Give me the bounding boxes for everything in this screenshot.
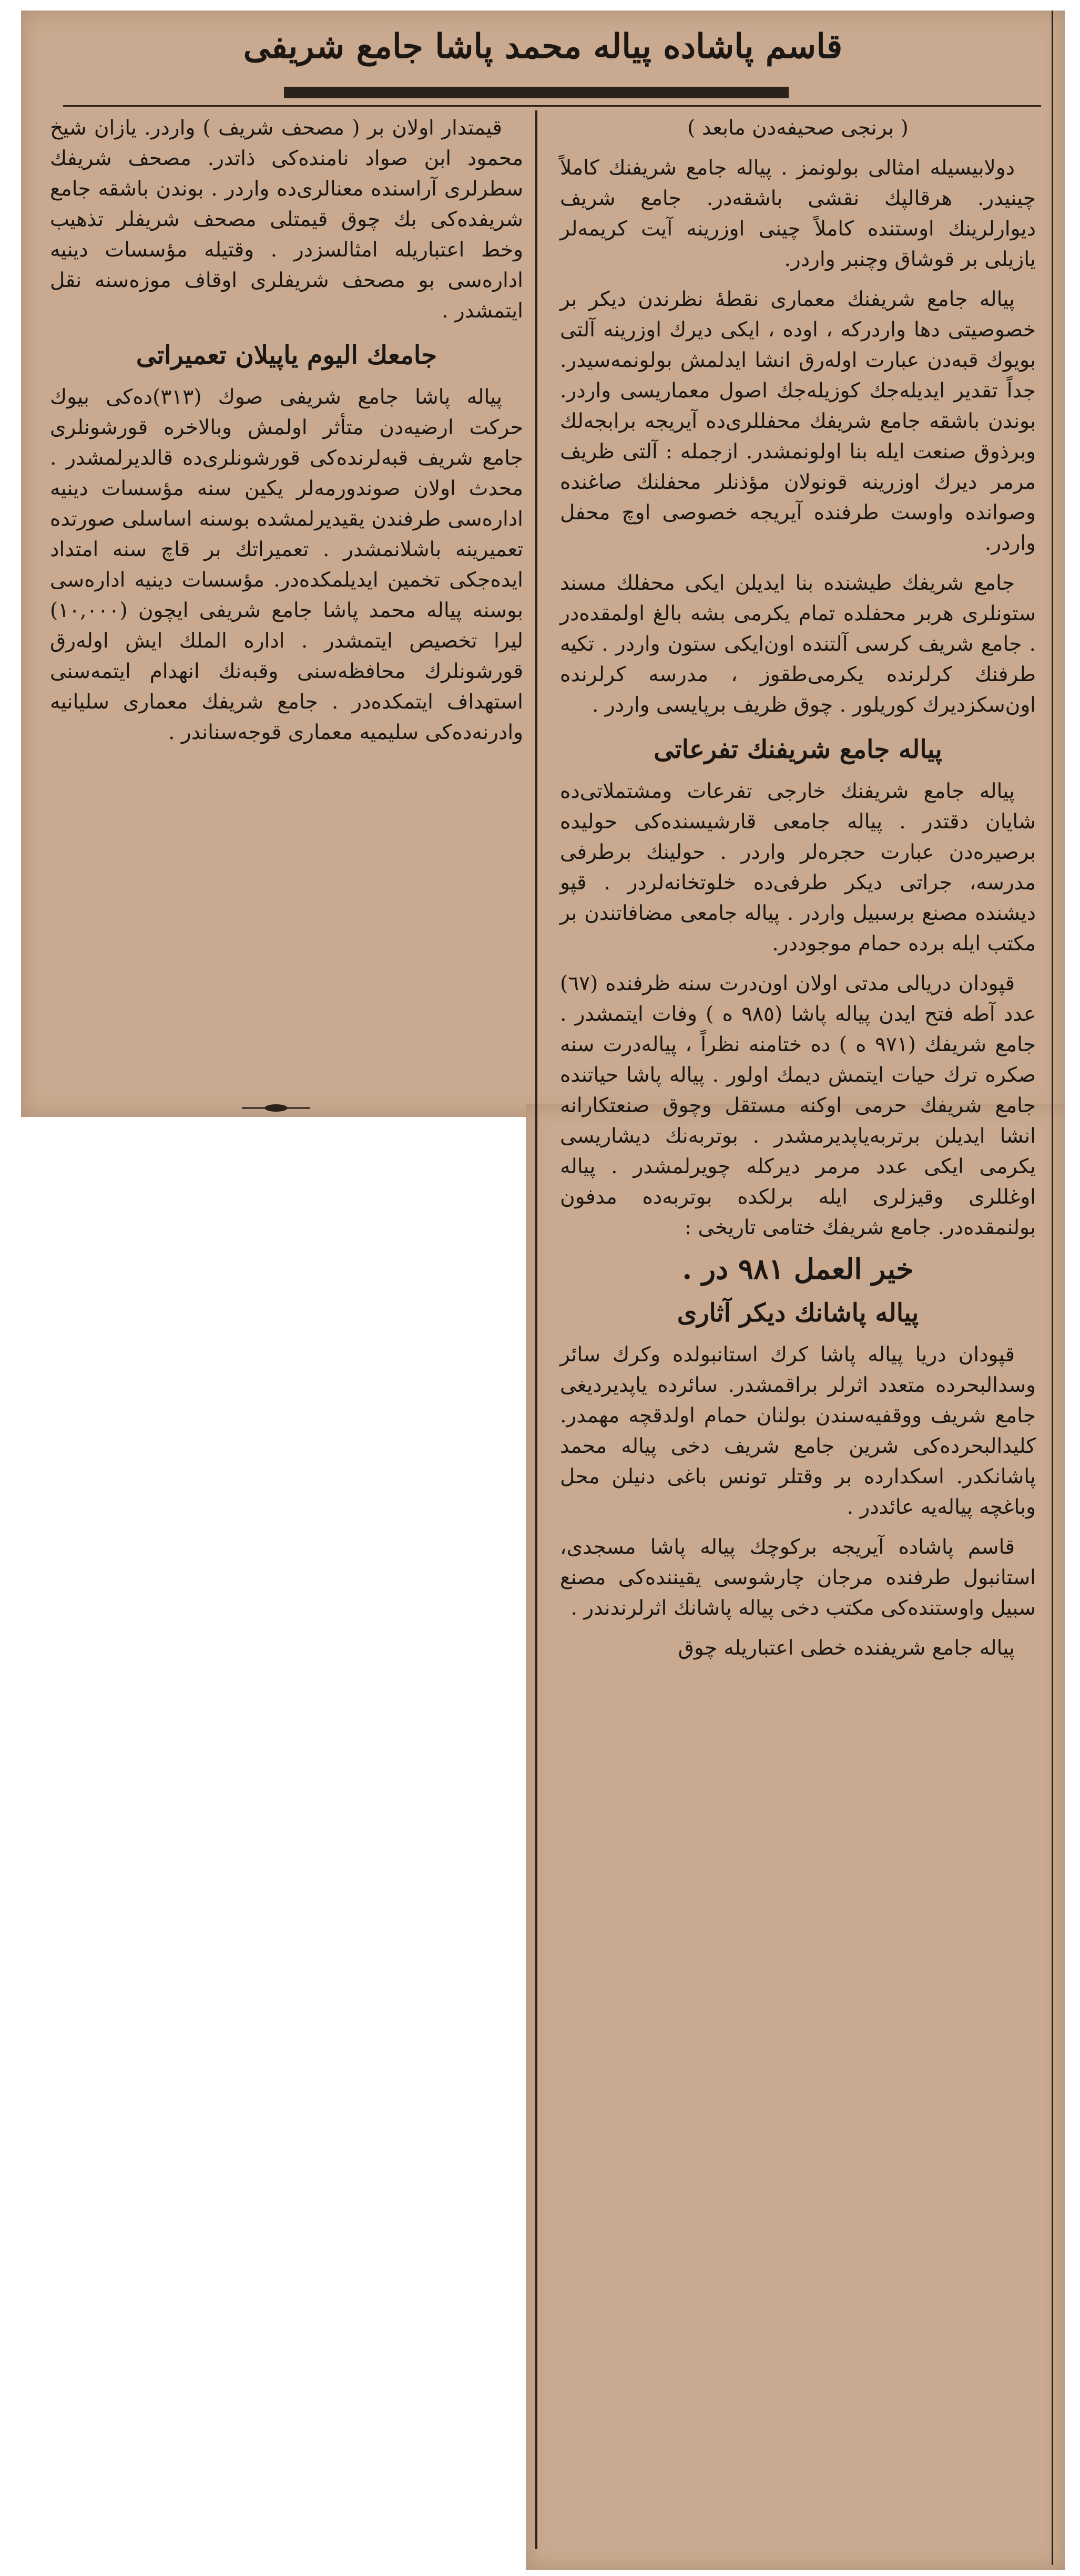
continuation-note: ( برنجی صحیفه‌دن مابعد ) [687,116,909,140]
paragraph: جامع شریفك طیشنده بنا ایدیلن ایكی محفلك مسند ستونلری هربر محفلده تمام یكرمی بشه بالغ اولمقده‌در . جامع شریف كرسی آلتنده اون‌ایكی ستون واردر . تكیه طرفنك كرلرنده یكرمی‌طقوز ، مدرسه كرلرنده اون‌سكزدیرك كوریلور . چوق ظریف بر‌پایسی واردر . [560,571,1036,717]
tarih-formula: خیر العمل ٩٨١ در . [682,1252,914,1286]
paragraph: پیاله پاشا جامع شریفی صوك (٣١٣)ده‌كی بیوك حركت ارضیه‌دن متأثر اولمش وبالاخره قورشونلری جامع شریف قبه‌لرنده‌كی قورشونلری‌ده قالدیرلمشدر . محدث اولان صوندورمه‌لر یكین سنه مؤسسات دینیه اداره‌سی طرفندن یقیدیرلمشده بوسنه اساسلی صورتده تعمیرینه باشلانمشدر . تعمیراتك بر قاچ سنه امتداد ایده‌جكی تخمین ایدیلمكده‌در. مؤسسات دینیه اداره‌سی بوسنه پیاله محمد پاشا جامع شریفی ایچون (١٠,٠٠٠) لیرا تخصیص ایتمشدر . اداره الملك ایش اولەرق قورشونلرك محافظه‌سنی وقبه‌نك انهدام ایتمه‌سنی استهداف ایتمكده‌در . جامع شریفك معماری سلیانیه‌ وادرنه‌ده‌كی سلیمیه معماری قوجه‌سناندر . [50,385,523,744]
subheading: پیاله پاشانك دیكر آثاری [677,1298,919,1328]
subheading: پیاله جامع شریفنك تفرعاتی [654,735,942,764]
paragraph: قیمتدار اولان بر ( مصحف شریف ) واردر. یازان شیخ محمود ابن صواد نامنده‌كی ذاتدر. مصحف شریفك سطرلری آراسنده معنالری‌ده واردر . بوندن باشقه جامع شریفده‌كی بك چوق قیمتلی مصحف شریفلر تذهیب وخط اعتباریله امثالسزدر . وقتیله مؤسسات دینیه اداره‌سی بو مصحف شریفلری اوقاف موزه‌سنه نقل ایتمشدر . [50,116,523,323]
headline-rule-thin [63,105,1041,107]
paragraph: قپودان دریا پیاله پاشا كرك استانبولده وكرك سائر وسدالبحرده متعدد اثرلر براقمشدر. سائرده یاپدیردیغی جامع شریف ووقفیه‌سندن بولنان حمام اولدقچه مهمدر. كلیدالبحرده‌كی شرین جامع شریف دخی پیاله محمد پاشانكدر. اسكدارده بر وقتلر تونس باغی دنیلن محل وباغچه پیاله‌یه عائددر . [560,1343,1036,1519]
paragraph: پیاله جامع شریفنده خطی اعتباریله چوق [678,1636,1015,1660]
paragraph: پیاله جامع شریفنك خارجی تفرعات ومشتملاتی‌ده شایان دقتدر . پیاله جامعی قارشیسنده‌كی حولیده برصیره‌دن عبارت حجره‌لر واردر . حولینك برطرفی مدرسه، جراتی دیكر طرفی‌ده خلوتخانه‌لردر . قپو دیشنده مصنع برسبیل واردر . پیاله جامعی مضافاتندن بر مكتب ایله برده حمام موجوددر. [560,779,1036,956]
right-column [560,113,1036,2552]
paragraph: قاسم پاشاده آیریجه بركوچك پیاله پاشا مسجدی، استانبول طرفنده مرجان چارشوسی یقیننده‌كی مصنع سبیل واوستنده‌كی مكتب دخی پیاله پاشانك اثرلرندندر . [560,1535,1036,1620]
paragraph: پیاله جامع شریفنك معماری نقطهٔ نظرندن دیكر بر خصوصیتی دها واردركه ، اوده ، ایكی دیرك اوزرینه آلتی بویوك قبه‌دن عبارت اولەرق انشا ایدلمش بولونمه‌سیدر. جداً تقدیر ایدیله‌جك كوزیله‌جك اصول معماریسی واردر. بوندن باشقه جامع شریفك محفللری‌ده آیریجه برابجه‌لك وبرذوق صنعت ایله بنا اولونمشدر. ازجمله : آلتی ظریف مرمر دیرك اوزرینه قونولان مؤذنلر محفلنك صاغنده وصوانده واوست طرفنده آیریجه خصوصی اوچ محفل واردر. [560,288,1036,555]
headline-rule [284,87,789,98]
left-column [50,113,523,1091]
right-edge-line [1052,11,1053,2565]
column-divider [535,110,537,2549]
end-ornament [242,1103,310,1113]
paragraph: قپودان دریالی مدتی اولان اون‌درت سنه ظرفنده (٦٧) عدد آطه فتح ایدن پیاله پاشا (٩٨٥ ه ) وفات ایتمشدر . جامع شریفك (٩٧١ ه ) ده ختامنه نظراً ، پیاله‌درت سنه صكره ترك حیات ایتمش دیمك اولور . پیاله پاشا حیاتنده جامع شریفك حرمی اوكنه مستقل وچوق صنعتكارانه انشا ایدیلن برتربه‌یاپدیرمشدر . بوتربه‌نك دیشاریسی یكرمی ایكی عدد مرمر دیركله چویرلمشدر . پیاله اوغللری وقیزلری ایله برلكده بوتربه‌ده مدفون بولنمقده‌در. جامع شریفك ختامی تاریخی : [560,972,1036,1239]
article-headline: قاسم پاشاده پیاله محمد پاشا جامع شریفی [243,26,843,66]
subheading: جامعك الیوم یاپیلان تعمیراتی [136,341,437,370]
paragraph: دولابیسیله امثالی بولونمز . پیاله جامع شریفنك كاملاً چینیدر. هرقالپك نقشی باشقه‌در. جامع شریف دیوارلرینك اوستنده كاملاً چینی اوزرینه آیت كریمه‌لر یازیلی بر قوشاق وچنبر واردر. [560,156,1036,271]
